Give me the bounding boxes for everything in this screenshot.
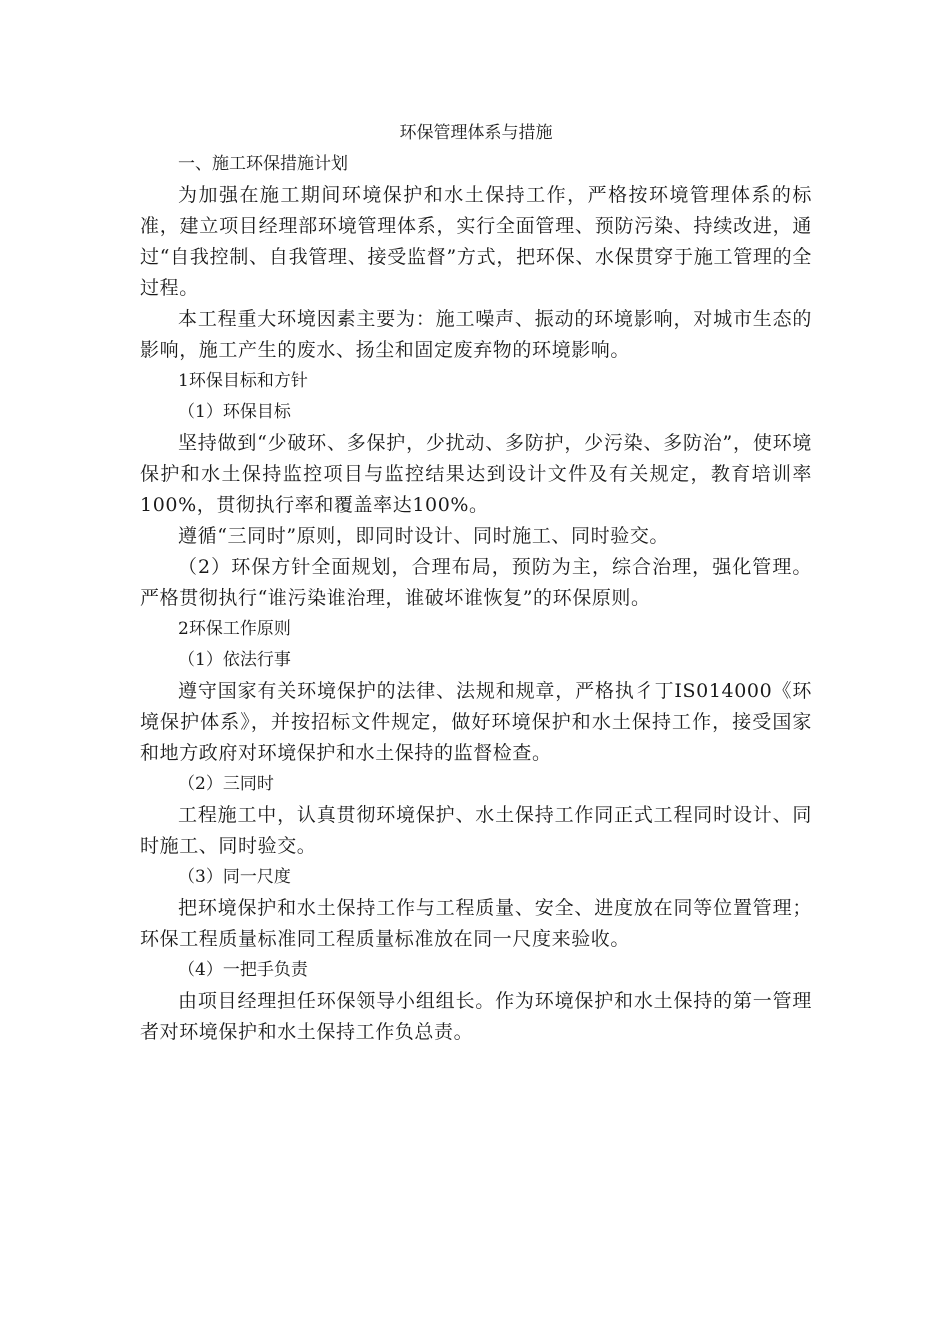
subsection-heading: 2环保工作原则 xyxy=(178,619,291,639)
section-heading: 一、施工环保措施计划 xyxy=(178,154,348,174)
paragraph: 坚持做到“少破环、多保护，少扰动、多防护，少污染、多防治”，使环境保护和水土保持监控项目与监控结果达到设计文件及有关规定，教育培训率100%，贯彻执行率和覆盖率达100%。 xyxy=(140,432,812,516)
subsection-heading: （4）一把手负责 xyxy=(178,960,308,980)
subsection-heading: （3）同一尺度 xyxy=(178,867,291,887)
paragraph: 遵守国家有关环境保护的法律、法规和规章，严格执彳丁IS014000《环境保护体系》，并按招标文件规定，做好环境保护和水土保持工作，接受国家和地方政府对环境保护和水土保持的监督检查。 xyxy=(140,680,812,764)
paragraph: 由项目经理担任环保领导小组组长。作为环境保护和水土保持的第一管理者对环境保护和水土保持工作负总责。 xyxy=(140,990,812,1043)
document-body xyxy=(140,118,812,1048)
subsection-heading: （1）环保目标 xyxy=(178,402,291,422)
paragraph: 为加强在施工期间环境保护和水土保持工作，严格按环境管理体系的标准，建立项目经理部环境管理体系，实行全面管理、预防污染、持续改进，通过“自我控制、自我管理、接受监督”方式，把环保、水保贯穿于施工管理的全过程。 xyxy=(140,184,812,299)
document-title: 环保管理体系与措施 xyxy=(399,123,553,143)
paragraph: 工程施工中，认真贯彻环境保护、水土保持工作同正式工程同时设计、同时施工、同时验交。 xyxy=(140,804,812,857)
paragraph: （2）环保方针全面规划，合理布局，预防为主，综合治理，强化管理。严格贯彻执行“谁污染谁治理，谁破坏谁恢复”的环保原则。 xyxy=(140,556,812,609)
subsection-heading: （2）三同时 xyxy=(178,774,274,794)
subsection-heading: （1）依法行事 xyxy=(178,650,291,670)
subsection-heading: 1环保目标和方针 xyxy=(178,371,308,391)
paragraph: 本工程重大环境因素主要为：施工噪声、振动的环境影响，对城市生态的影响，施工产生的废水、扬尘和固定废弃物的环境影响。 xyxy=(140,308,812,361)
paragraph: 遵循“三同时”原则，即同时设计、同时施工、同时验交。 xyxy=(178,525,670,547)
paragraph: 把环境保护和水土保持工作与工程质量、安全、进度放在同等位置管理；环保工程质量标准同工程质量标准放在同一尺度来验收。 xyxy=(140,897,812,950)
